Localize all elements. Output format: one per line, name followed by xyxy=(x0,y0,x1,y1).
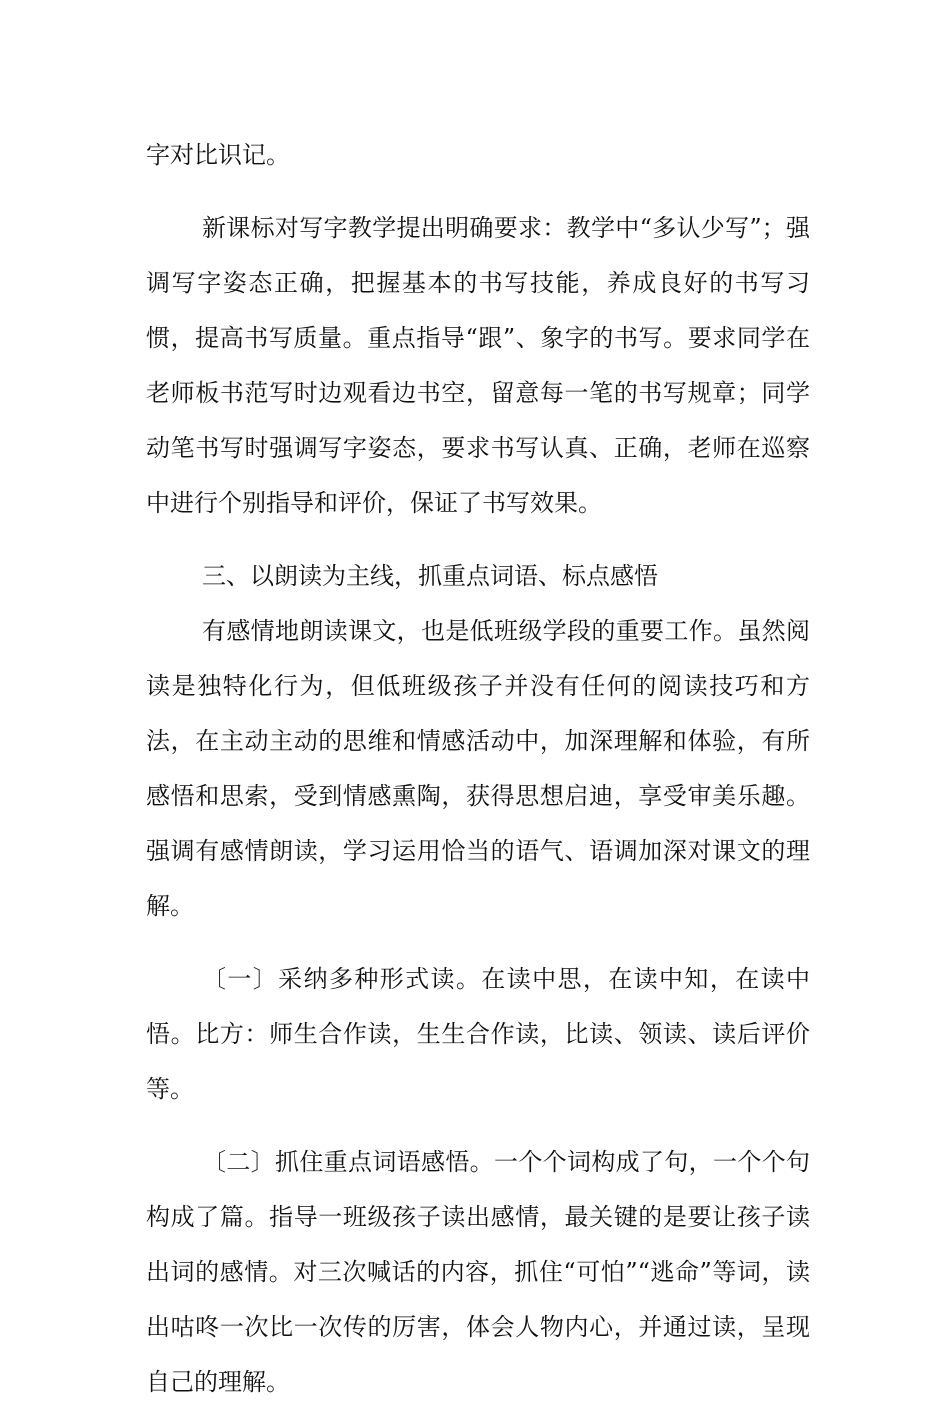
document-body xyxy=(146,128,810,1410)
paragraph-writing-requirements: 新课标对写字教学提出明确要求：教学中“多认少写”；强调写字姿态正确，把握基本的书写技能，养成良好的书写习惯，提高书写质量。重点指导“跟”、象字的书写。要求同学在老师板书范写时边观看边书空，留意每一笔的书写规章；同学动笔书写时强调写字姿态，要求书写认真、正确，老师在巡察中进行个别指导和评价，保证了书写效果。 xyxy=(146,214,810,517)
paragraph-continuation: 字对比识记。 xyxy=(146,141,290,169)
paragraph-key-words: 〔二〕抓住重点词语感悟。一个个词构成了句，一个个句构成了篇。指导一班级孩子读出感情，最关键的是要让孩子读出词的感情。对三次喊话的内容，抓住“可怕”“逃命”等词，读出咕咚一次比一次传的厉害，体会人物内心，并通过读，呈现自己的理解。 xyxy=(146,1148,810,1396)
paragraph-reading-forms: 〔一〕采纳多种形式读。在读中思，在读中知，在读中悟。比方：师生合作读，生生合作读，比读、领读、读后评价等。 xyxy=(146,965,810,1103)
paragraph-emotional-reading: 有感情地朗读课文，也是低班级学段的重要工作。虽然阅读是独特化行为，但低班级孩子并没有任何的阅读技巧和方法，在主动主动的思维和情感活动中，加深理解和体验，有所感悟和思索，受到情感熏陶，获得思想启迪，享受审美乐趣。强调有感情朗读，学习运用恰当的语气、语调加深对课文的理解。 xyxy=(146,617,810,920)
section-heading-reading: 三、以朗读为主线，抓重点词语、标点感悟 xyxy=(202,562,658,590)
